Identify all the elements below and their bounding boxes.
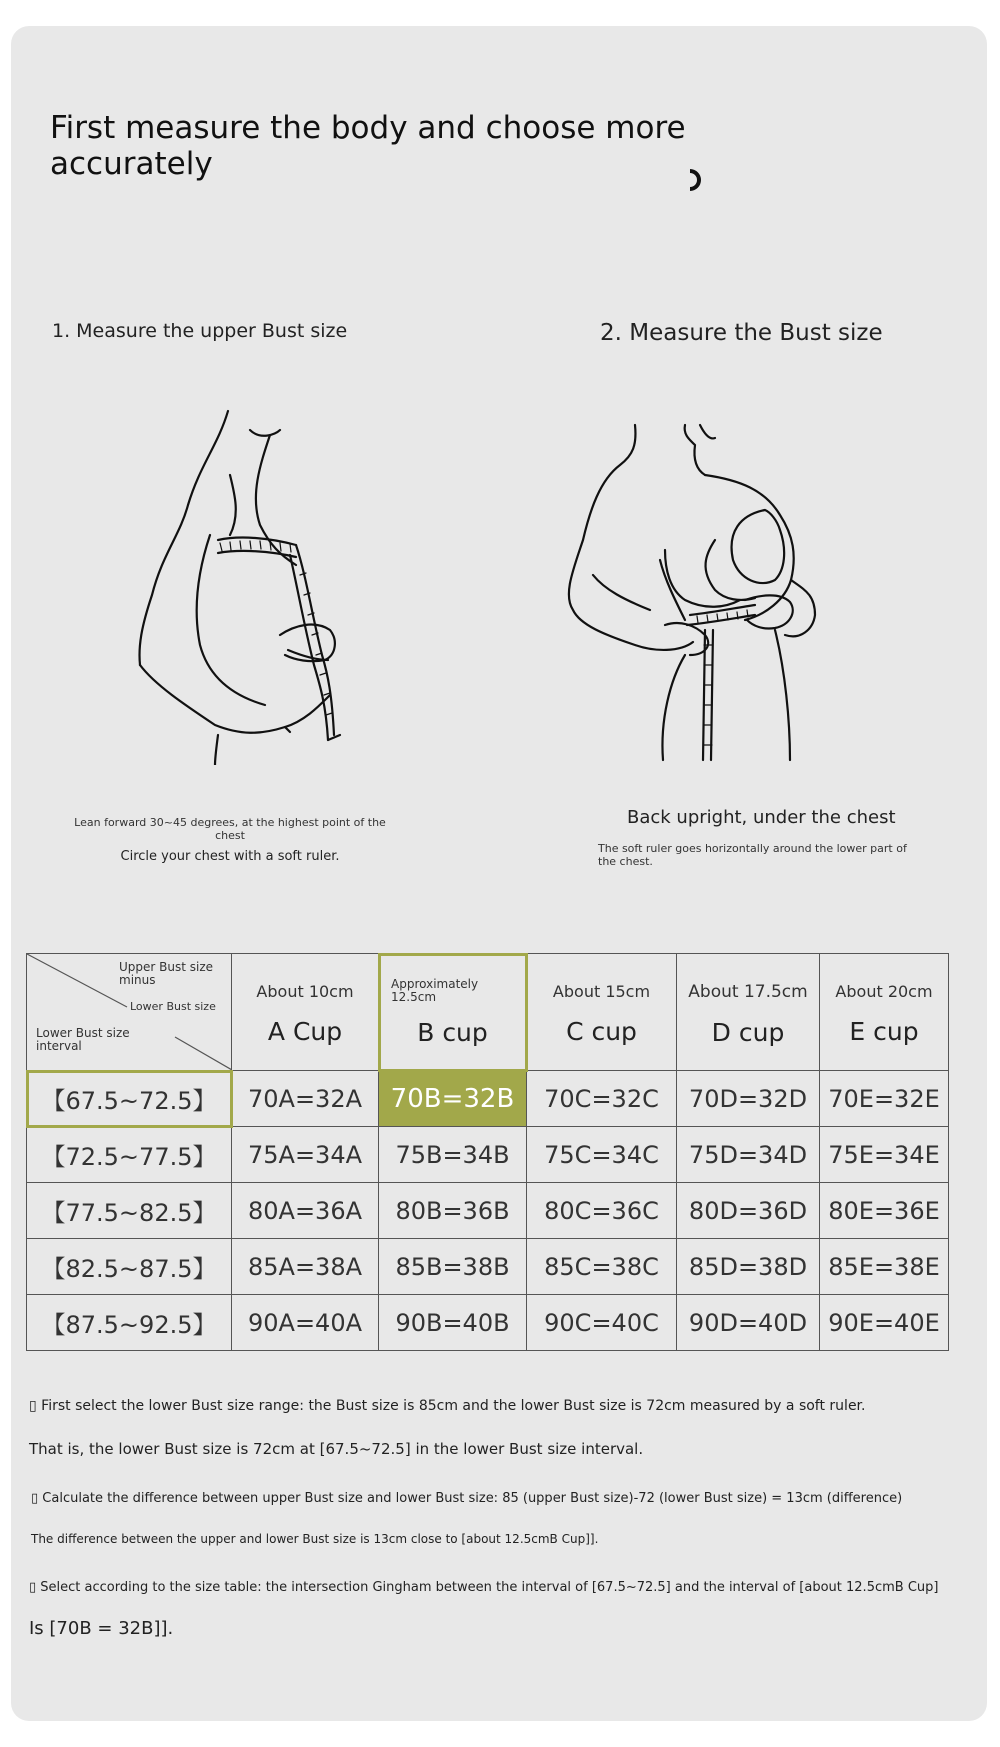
interval-cell: 【77.5~82.5】 bbox=[27, 1183, 232, 1239]
step1-caption: Circle your chest with a soft ruler. bbox=[120, 849, 340, 864]
size-cell: 85C=38C bbox=[527, 1239, 677, 1295]
column-header-b: Approximately 12.5cm B cup bbox=[379, 954, 527, 1071]
table-row bbox=[27, 1295, 949, 1351]
column-header-d: About 17.5cm D cup bbox=[677, 954, 820, 1071]
size-cell: 70C=32C bbox=[527, 1071, 677, 1127]
size-cell-highlighted: 70B=32B bbox=[379, 1071, 527, 1127]
note-result: Is [70B = 32B]]. bbox=[29, 1618, 174, 1639]
note-step1: ▯ First select the lower Bust size range: the Bust size is 85cm and the lower Bust size is 72cm measured by a soft ruler. bbox=[29, 1398, 866, 1414]
interval-cell: 【72.5~77.5】 bbox=[27, 1127, 232, 1183]
upper-bust-measure-illustration bbox=[100, 405, 390, 765]
size-cell: 85B=38B bbox=[379, 1239, 527, 1295]
loading-spinner-icon bbox=[686, 166, 708, 194]
size-cell: 75C=34C bbox=[527, 1127, 677, 1183]
page-title: First measure the body and choose more accurately bbox=[50, 110, 686, 182]
size-cell: 90C=40C bbox=[527, 1295, 677, 1351]
size-cell: 75B=34B bbox=[379, 1127, 527, 1183]
step2-caption-small: The soft ruler goes horizontally around the lower part of the chest. bbox=[598, 842, 907, 868]
interval-cell: 【82.5~87.5】 bbox=[27, 1239, 232, 1295]
size-cell: 80C=36C bbox=[527, 1183, 677, 1239]
table-header-row bbox=[27, 954, 949, 1071]
size-table bbox=[26, 953, 949, 1351]
size-guide-card bbox=[11, 26, 987, 1721]
size-cell: 75D=34D bbox=[677, 1127, 820, 1183]
size-cell: 90A=40A bbox=[232, 1295, 379, 1351]
column-header-a: About 10cm A Cup bbox=[232, 954, 379, 1071]
lower-bust-measure-illustration bbox=[565, 420, 885, 765]
size-cell: 80E=36E bbox=[820, 1183, 949, 1239]
size-cell: 75A=34A bbox=[232, 1127, 379, 1183]
table-row bbox=[27, 1239, 949, 1295]
note-step3: ▯ Select according to the size table: the intersection Gingham between the interval of [67.5~72.5] and the interval of [about 12.5cmB Cup] bbox=[29, 1580, 939, 1595]
size-cell: 70A=32A bbox=[232, 1071, 379, 1127]
size-cell: 80A=36A bbox=[232, 1183, 379, 1239]
size-cell: 80B=36B bbox=[379, 1183, 527, 1239]
size-cell: 70E=32E bbox=[820, 1071, 949, 1127]
step1-heading: 1. Measure the upper Bust size bbox=[52, 320, 348, 342]
table-row bbox=[27, 1127, 949, 1183]
interval-cell: 【87.5~92.5】 bbox=[27, 1295, 232, 1351]
size-cell: 85A=38A bbox=[232, 1239, 379, 1295]
size-cell: 80D=36D bbox=[677, 1183, 820, 1239]
corner-upper-label: Upper Bust size minus bbox=[119, 960, 214, 987]
interval-cell: 【67.5~72.5】 bbox=[27, 1071, 232, 1127]
corner-lower-label: Lower Bust size interval bbox=[36, 1026, 130, 1053]
note-step1-detail: That is, the lower Bust size is 72cm at [67.5~72.5] in the lower Bust size interval. bbox=[29, 1440, 644, 1458]
table-row bbox=[27, 1183, 949, 1239]
size-cell: 85E=38E bbox=[820, 1239, 949, 1295]
table-corner-cell bbox=[27, 954, 232, 1071]
column-header-e: About 20cm E cup bbox=[820, 954, 949, 1071]
size-cell: 90E=40E bbox=[820, 1295, 949, 1351]
table-row bbox=[27, 1071, 949, 1127]
note-step2-detail: The difference between the upper and lower Bust size is 13cm close to [about 12.5cmB Cup]]. bbox=[31, 1532, 599, 1546]
step2-heading: 2. Measure the Bust size bbox=[600, 320, 883, 346]
corner-middle-label: Lower Bust size bbox=[130, 1000, 216, 1013]
step1-caption-small: Lean forward 30~45 degrees, at the highest point of the chest bbox=[74, 816, 386, 842]
size-cell: 85D=38D bbox=[677, 1239, 820, 1295]
column-header-c: About 15cm C cup bbox=[527, 954, 677, 1071]
size-cell: 90B=40B bbox=[379, 1295, 527, 1351]
size-cell: 70D=32D bbox=[677, 1071, 820, 1127]
size-cell: 75E=34E bbox=[820, 1127, 949, 1183]
step2-caption: Back upright, under the chest bbox=[627, 807, 896, 828]
note-step2: ▯ Calculate the difference between upper Bust size and lower Bust size: 85 (upper Bust size)-72 (lower Bust size) = 13cm (difference) bbox=[31, 1491, 903, 1506]
size-cell: 90D=40D bbox=[677, 1295, 820, 1351]
